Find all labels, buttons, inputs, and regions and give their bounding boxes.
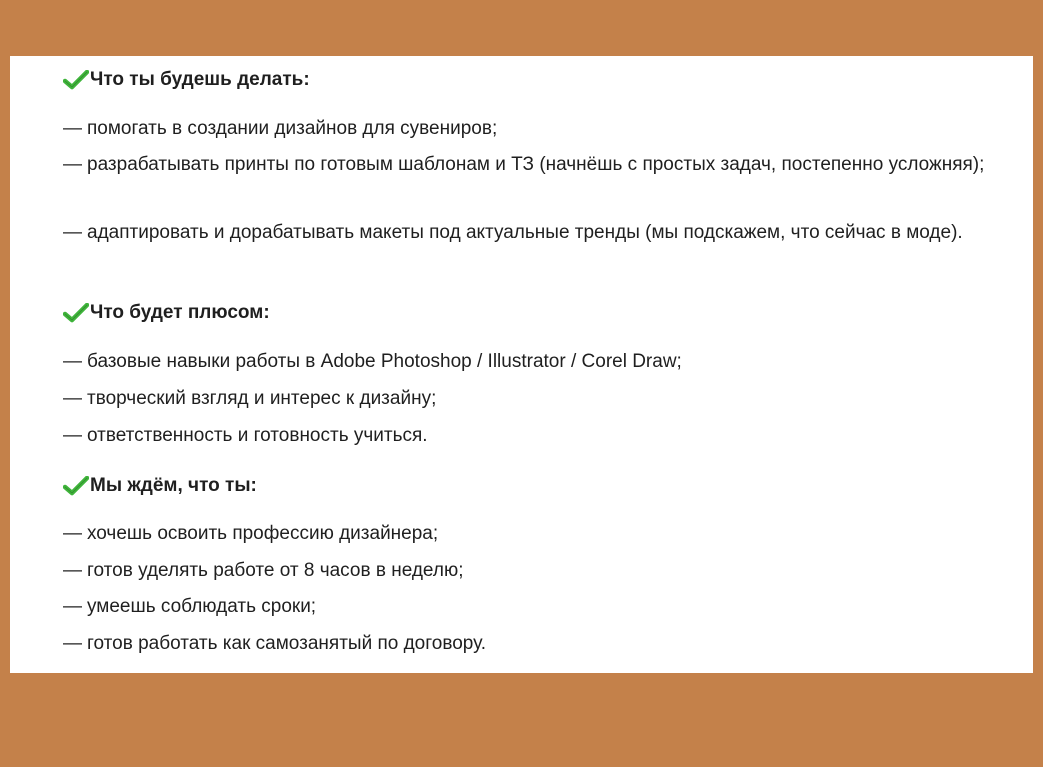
content-card: [10, 56, 1033, 673]
list-item: [63, 217, 1003, 248]
bullet-dash: —: [63, 523, 82, 544]
section-heading-text: Мы ждём, что ты:: [90, 475, 257, 496]
bullet-dash: —: [63, 425, 82, 446]
list-item-text: адаптировать и дорабатывать макеты под актуальные тренды (мы подскажем, что сейчас в моде).: [87, 222, 963, 243]
list-item-text: ответственность и готовность учиться.: [87, 425, 428, 446]
section-heading-text: Что ты будешь делать:: [90, 69, 310, 90]
list-item-text: готов работать как самозанятый по договору.: [87, 633, 486, 654]
list-item: [63, 149, 1003, 180]
bullet-dash: —: [63, 351, 82, 372]
list-item-text: творческий взгляд и интерес к дизайну;: [87, 388, 437, 409]
bullet-dash: —: [63, 118, 82, 139]
list-item: [63, 346, 1003, 377]
list-item-text: готов уделять работе от 8 часов в неделю;: [87, 560, 464, 581]
list-item-text: хочешь освоить профессию дизайнера;: [87, 523, 439, 544]
list-item: [63, 383, 1003, 414]
list-item-text: умеешь соблюдать сроки;: [87, 596, 317, 617]
list-item: [63, 518, 1003, 549]
check-mark-icon: [63, 476, 89, 496]
bullet-dash: —: [63, 388, 82, 409]
list-item-text: помогать в создании дизайнов для сувениров;: [87, 118, 498, 139]
section-heading-pluses: [63, 301, 270, 325]
check-mark-icon: [63, 303, 89, 323]
bullet-dash: —: [63, 222, 82, 243]
section-heading-expectations: [63, 474, 257, 498]
section-heading-tasks: [63, 68, 310, 92]
check-mark-icon: [63, 70, 89, 90]
list-item-text: базовые навыки работы в Adobe Photoshop / Illustrator / Corel Draw;: [87, 351, 682, 372]
list-item: [63, 420, 1003, 451]
bullet-dash: —: [63, 560, 82, 581]
bullet-dash: —: [63, 596, 82, 617]
list-item: [63, 555, 1003, 586]
list-item: [63, 113, 1003, 144]
bullet-dash: —: [63, 154, 82, 175]
section-heading-text: Что будет плюсом:: [90, 302, 270, 323]
list-item: [63, 591, 1003, 622]
list-item: [63, 628, 1003, 659]
bullet-dash: —: [63, 633, 82, 654]
list-item-text: разрабатывать принты по готовым шаблонам и ТЗ (начнёшь с простых задач, постепенно усложняя);: [87, 154, 985, 175]
